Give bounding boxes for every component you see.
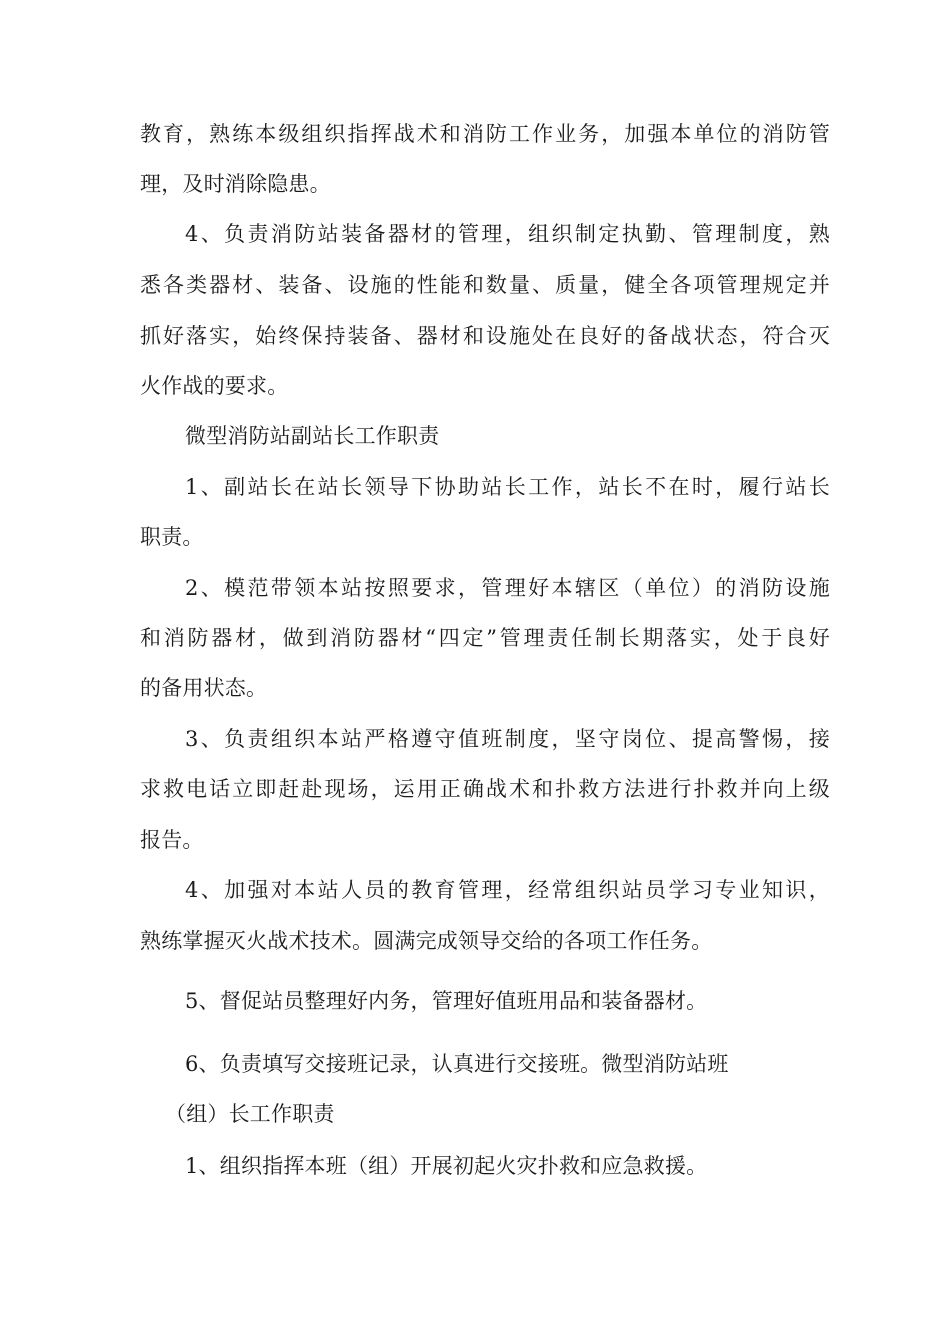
- section-heading: （组）长工作职责: [165, 1102, 335, 1126]
- paragraph-line: 熟练掌握灭火战术技术。圆满完成领导交给的各项工作任务。: [140, 929, 713, 953]
- paragraph-line: 3、负责组织本站严格遵守值班制度，坚守岗位、提高警惕，接: [185, 727, 830, 751]
- paragraph-line: 和消防器材，做到消防器材“四定”管理责任制长期落实，处于良好: [140, 626, 830, 650]
- paragraph-line: 悉各类器材、装备、设施的性能和数量、质量，健全各项管理规定并: [140, 273, 830, 297]
- paragraph-line: 1、副站长在站长领导下协助站长工作，站长不在时，履行站长: [185, 475, 830, 499]
- paragraph-line: 4、负责消防站装备器材的管理，组织制定执勤、管理制度，熟: [185, 222, 830, 246]
- paragraph-line: 报告。: [140, 828, 204, 852]
- section-heading: 微型消防站副站长工作职责: [185, 424, 440, 448]
- paragraph-line: 理，及时消除隐患。: [140, 172, 331, 196]
- paragraph-line: 的备用状态。: [140, 676, 268, 700]
- paragraph-line: 抓好落实，始终保持装备、器材和设施处在良好的备战状态，符合灭: [140, 324, 830, 348]
- paragraph-line: 6、负责填写交接班记录，认真进行交接班。微型消防站班: [185, 1052, 729, 1076]
- paragraph-line: 教育，熟练本级组织指挥战术和消防工作业务，加强本单位的消防管: [140, 122, 830, 146]
- paragraph-line: 求救电话立即赶赴现场，运用正确战术和扑救方法进行扑救并向上级: [140, 777, 830, 801]
- paragraph-line: 职责。: [140, 525, 204, 549]
- paragraph-line: 火作战的要求。: [140, 374, 289, 398]
- paragraph-line: 4、加强对本站人员的教育管理，经常组织站员学习专业知识，: [185, 878, 830, 902]
- paragraph-line: 5、督促站员整理好内务，管理好值班用品和装备器材。: [185, 989, 708, 1013]
- paragraph-line: 2、模范带领本站按照要求，管理好本辖区（单位）的消防设施: [185, 576, 830, 600]
- paragraph-line: 1、组织指挥本班（组）开展初起火灾扑救和应急救援。: [185, 1154, 708, 1178]
